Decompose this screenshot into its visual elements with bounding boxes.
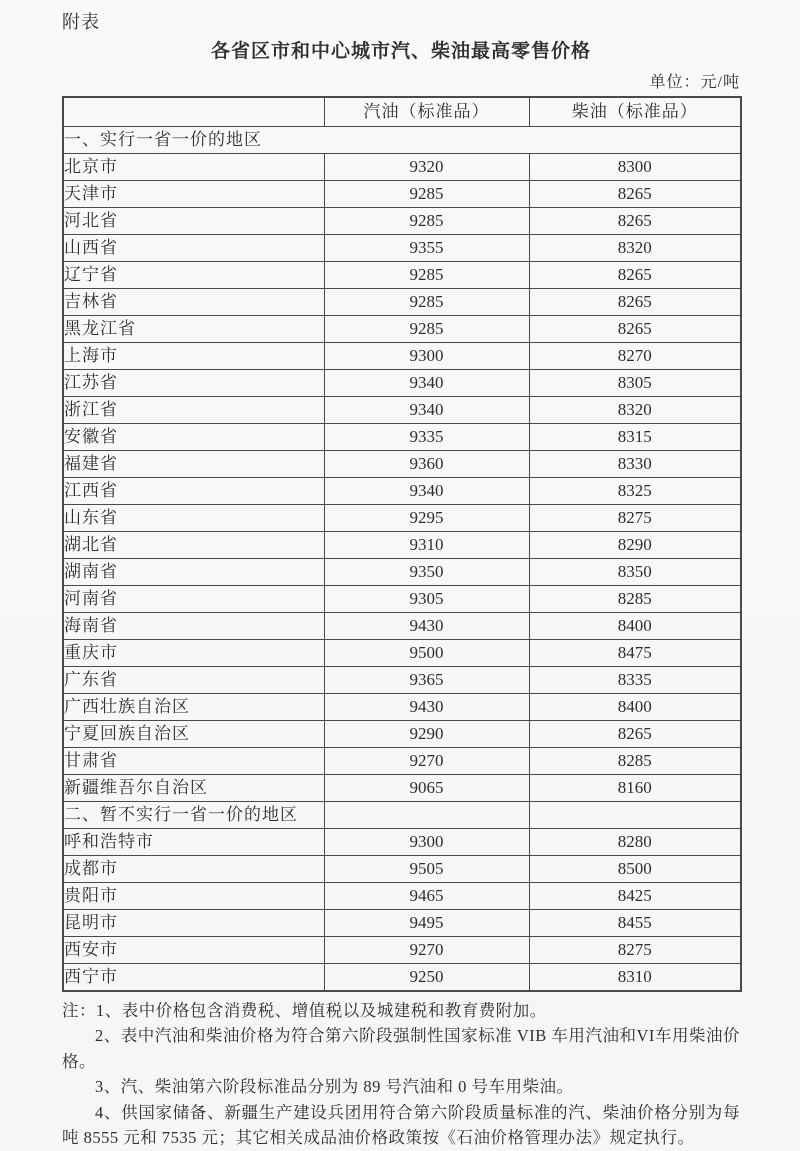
table-row: [63, 423, 741, 450]
table-row: [63, 693, 741, 720]
column-header-region: [63, 97, 324, 126]
gasoline-price-cell: 9250: [324, 963, 529, 991]
diesel-price-cell: 8280: [529, 828, 741, 855]
diesel-price-cell: 8305: [529, 369, 741, 396]
region-cell: 广东省: [63, 666, 324, 693]
appendix-label: 附表: [62, 12, 100, 32]
gasoline-price-cell: 9500: [324, 639, 529, 666]
diesel-price-cell: 8325: [529, 477, 741, 504]
diesel-price-cell: 8320: [529, 234, 741, 261]
region-cell: 上海市: [63, 342, 324, 369]
diesel-price-cell: 8400: [529, 693, 741, 720]
region-cell: 福建省: [63, 450, 324, 477]
region-cell: 广西壮族自治区: [63, 693, 324, 720]
diesel-price-cell: 8330: [529, 450, 741, 477]
diesel-price-cell: 8300: [529, 153, 741, 180]
gasoline-price-cell: 9270: [324, 936, 529, 963]
table-row: [63, 720, 741, 747]
note-paragraph: 3、汽、柴油第六阶段标准品分别为 89 号汽油和 0 号车用柴油。: [95, 1077, 574, 1096]
diesel-price-cell: 8335: [529, 666, 741, 693]
gasoline-price-cell: 9365: [324, 666, 529, 693]
gasoline-price-cell: 9285: [324, 261, 529, 288]
table-row: [63, 828, 741, 855]
gasoline-price-cell: 9430: [324, 612, 529, 639]
gasoline-price-cell: 9290: [324, 720, 529, 747]
empty-cell: [529, 801, 741, 828]
diesel-price-cell: 8270: [529, 342, 741, 369]
diesel-price-cell: 8315: [529, 423, 741, 450]
region-cell: 贵阳市: [63, 882, 324, 909]
table-row: [63, 936, 741, 963]
region-cell: 宁夏回族自治区: [63, 720, 324, 747]
gasoline-price-cell: 9270: [324, 747, 529, 774]
table-row: [63, 855, 741, 882]
region-cell: 江苏省: [63, 369, 324, 396]
empty-cell: [324, 801, 529, 828]
region-cell: 昆明市: [63, 909, 324, 936]
table-row: [63, 774, 741, 801]
gasoline-price-cell: 9285: [324, 288, 529, 315]
diesel-price-cell: 8265: [529, 261, 741, 288]
page-title: 各省区市和中心城市汽、柴油最高零售价格: [210, 41, 591, 62]
column-header-gasoline: 汽油（标准品）: [324, 97, 529, 126]
region-cell: 河南省: [63, 585, 324, 612]
gasoline-price-cell: 9340: [324, 369, 529, 396]
diesel-price-cell: 8425: [529, 882, 741, 909]
region-cell: 西安市: [63, 936, 324, 963]
region-cell: 呼和浩特市: [63, 828, 324, 855]
table-row: [63, 909, 741, 936]
diesel-price-cell: 8285: [529, 585, 741, 612]
region-cell: 成都市: [63, 855, 324, 882]
diesel-price-cell: 8310: [529, 963, 741, 991]
table-row: [63, 342, 741, 369]
table-row: [63, 288, 741, 315]
table-row: [63, 153, 741, 180]
region-cell: 湖南省: [63, 558, 324, 585]
diesel-price-cell: 8265: [529, 207, 741, 234]
table-row: [63, 639, 741, 666]
diesel-price-cell: 8320: [529, 396, 741, 423]
diesel-price-cell: 8400: [529, 612, 741, 639]
gasoline-price-cell: 9335: [324, 423, 529, 450]
table-row: [63, 585, 741, 612]
region-cell: 安徽省: [63, 423, 324, 450]
gasoline-price-cell: 9285: [324, 315, 529, 342]
gasoline-price-cell: 9300: [324, 342, 529, 369]
region-cell: 重庆市: [63, 639, 324, 666]
diesel-price-cell: 8455: [529, 909, 741, 936]
table-row: [63, 666, 741, 693]
diesel-price-cell: 8350: [529, 558, 741, 585]
diesel-price-cell: 8265: [529, 288, 741, 315]
table-row: [63, 612, 741, 639]
region-cell: 海南省: [63, 612, 324, 639]
gasoline-price-cell: 9320: [324, 153, 529, 180]
gasoline-price-cell: 9340: [324, 477, 529, 504]
table-row: [63, 207, 741, 234]
table-row: [63, 531, 741, 558]
region-cell: 山东省: [63, 504, 324, 531]
note-paragraph: 2、表中汽油和柴油价格为符合第六阶段强制性国家标准 VIB 车用汽油和VI车用柴油价格。: [62, 1026, 740, 1071]
gasoline-price-cell: 9305: [324, 585, 529, 612]
gasoline-price-cell: 9495: [324, 909, 529, 936]
unit-label: 单位：元/吨: [649, 74, 740, 91]
region-cell: 辽宁省: [63, 261, 324, 288]
gasoline-price-cell: 9360: [324, 450, 529, 477]
table-row: [63, 261, 741, 288]
diesel-price-cell: 8285: [529, 747, 741, 774]
notes: [62, 998, 740, 1151]
note-paragraph: 4、供国家储备、新疆生产建设兵团用符合第六阶段质量标准的汽、柴油价格分别为每吨 8555 元和 7535 元；其它相关成品油价格政策按《石油价格管理办法》规定执行。: [62, 1102, 740, 1147]
region-cell: 吉林省: [63, 288, 324, 315]
table-row: [63, 369, 741, 396]
diesel-price-cell: 8275: [529, 504, 741, 531]
gasoline-price-cell: 9350: [324, 558, 529, 585]
diesel-price-cell: 8290: [529, 531, 741, 558]
section-label: 一、实行一省一价的地区: [63, 126, 741, 153]
gasoline-price-cell: 9285: [324, 180, 529, 207]
table-row: [63, 747, 741, 774]
price-table: [62, 96, 742, 992]
region-cell: 甘肃省: [63, 747, 324, 774]
table-row: [63, 558, 741, 585]
region-cell: 河北省: [63, 207, 324, 234]
region-cell: 黑龙江省: [63, 315, 324, 342]
region-cell: 天津市: [63, 180, 324, 207]
gasoline-price-cell: 9505: [324, 855, 529, 882]
note-paragraph: 注：1、表中价格包含消费税、增值税以及城建税和教育费附加。: [62, 1000, 547, 1020]
gasoline-price-cell: 9065: [324, 774, 529, 801]
table-row: [63, 882, 741, 909]
diesel-price-cell: 8265: [529, 315, 741, 342]
section-header-row: [63, 801, 741, 828]
diesel-price-cell: 8265: [529, 720, 741, 747]
table-row: [63, 234, 741, 261]
section-header-row: [63, 126, 741, 153]
region-cell: 西宁市: [63, 963, 324, 991]
table-row: [63, 180, 741, 207]
table-row: [63, 315, 741, 342]
table-header-row: [63, 97, 741, 126]
region-cell: 湖北省: [63, 531, 324, 558]
table-row: [63, 477, 741, 504]
gasoline-price-cell: 9300: [324, 828, 529, 855]
column-header-diesel: 柴油（标准品）: [529, 97, 741, 126]
table-row: [63, 396, 741, 423]
gasoline-price-cell: 9465: [324, 882, 529, 909]
region-cell: 山西省: [63, 234, 324, 261]
region-cell: 江西省: [63, 477, 324, 504]
region-cell: 北京市: [63, 153, 324, 180]
diesel-price-cell: 8160: [529, 774, 741, 801]
gasoline-price-cell: 9285: [324, 207, 529, 234]
region-cell: 新疆维吾尔自治区: [63, 774, 324, 801]
diesel-price-cell: 8475: [529, 639, 741, 666]
gasoline-price-cell: 9355: [324, 234, 529, 261]
section-label: 二、暂不实行一省一价的地区: [63, 801, 324, 828]
table-row: [63, 504, 741, 531]
gasoline-price-cell: 9340: [324, 396, 529, 423]
diesel-price-cell: 8275: [529, 936, 741, 963]
diesel-price-cell: 8265: [529, 180, 741, 207]
region-cell: 浙江省: [63, 396, 324, 423]
diesel-price-cell: 8500: [529, 855, 741, 882]
table-row: [63, 963, 741, 991]
gasoline-price-cell: 9295: [324, 504, 529, 531]
gasoline-price-cell: 9310: [324, 531, 529, 558]
table-row: [63, 450, 741, 477]
gasoline-price-cell: 9430: [324, 693, 529, 720]
